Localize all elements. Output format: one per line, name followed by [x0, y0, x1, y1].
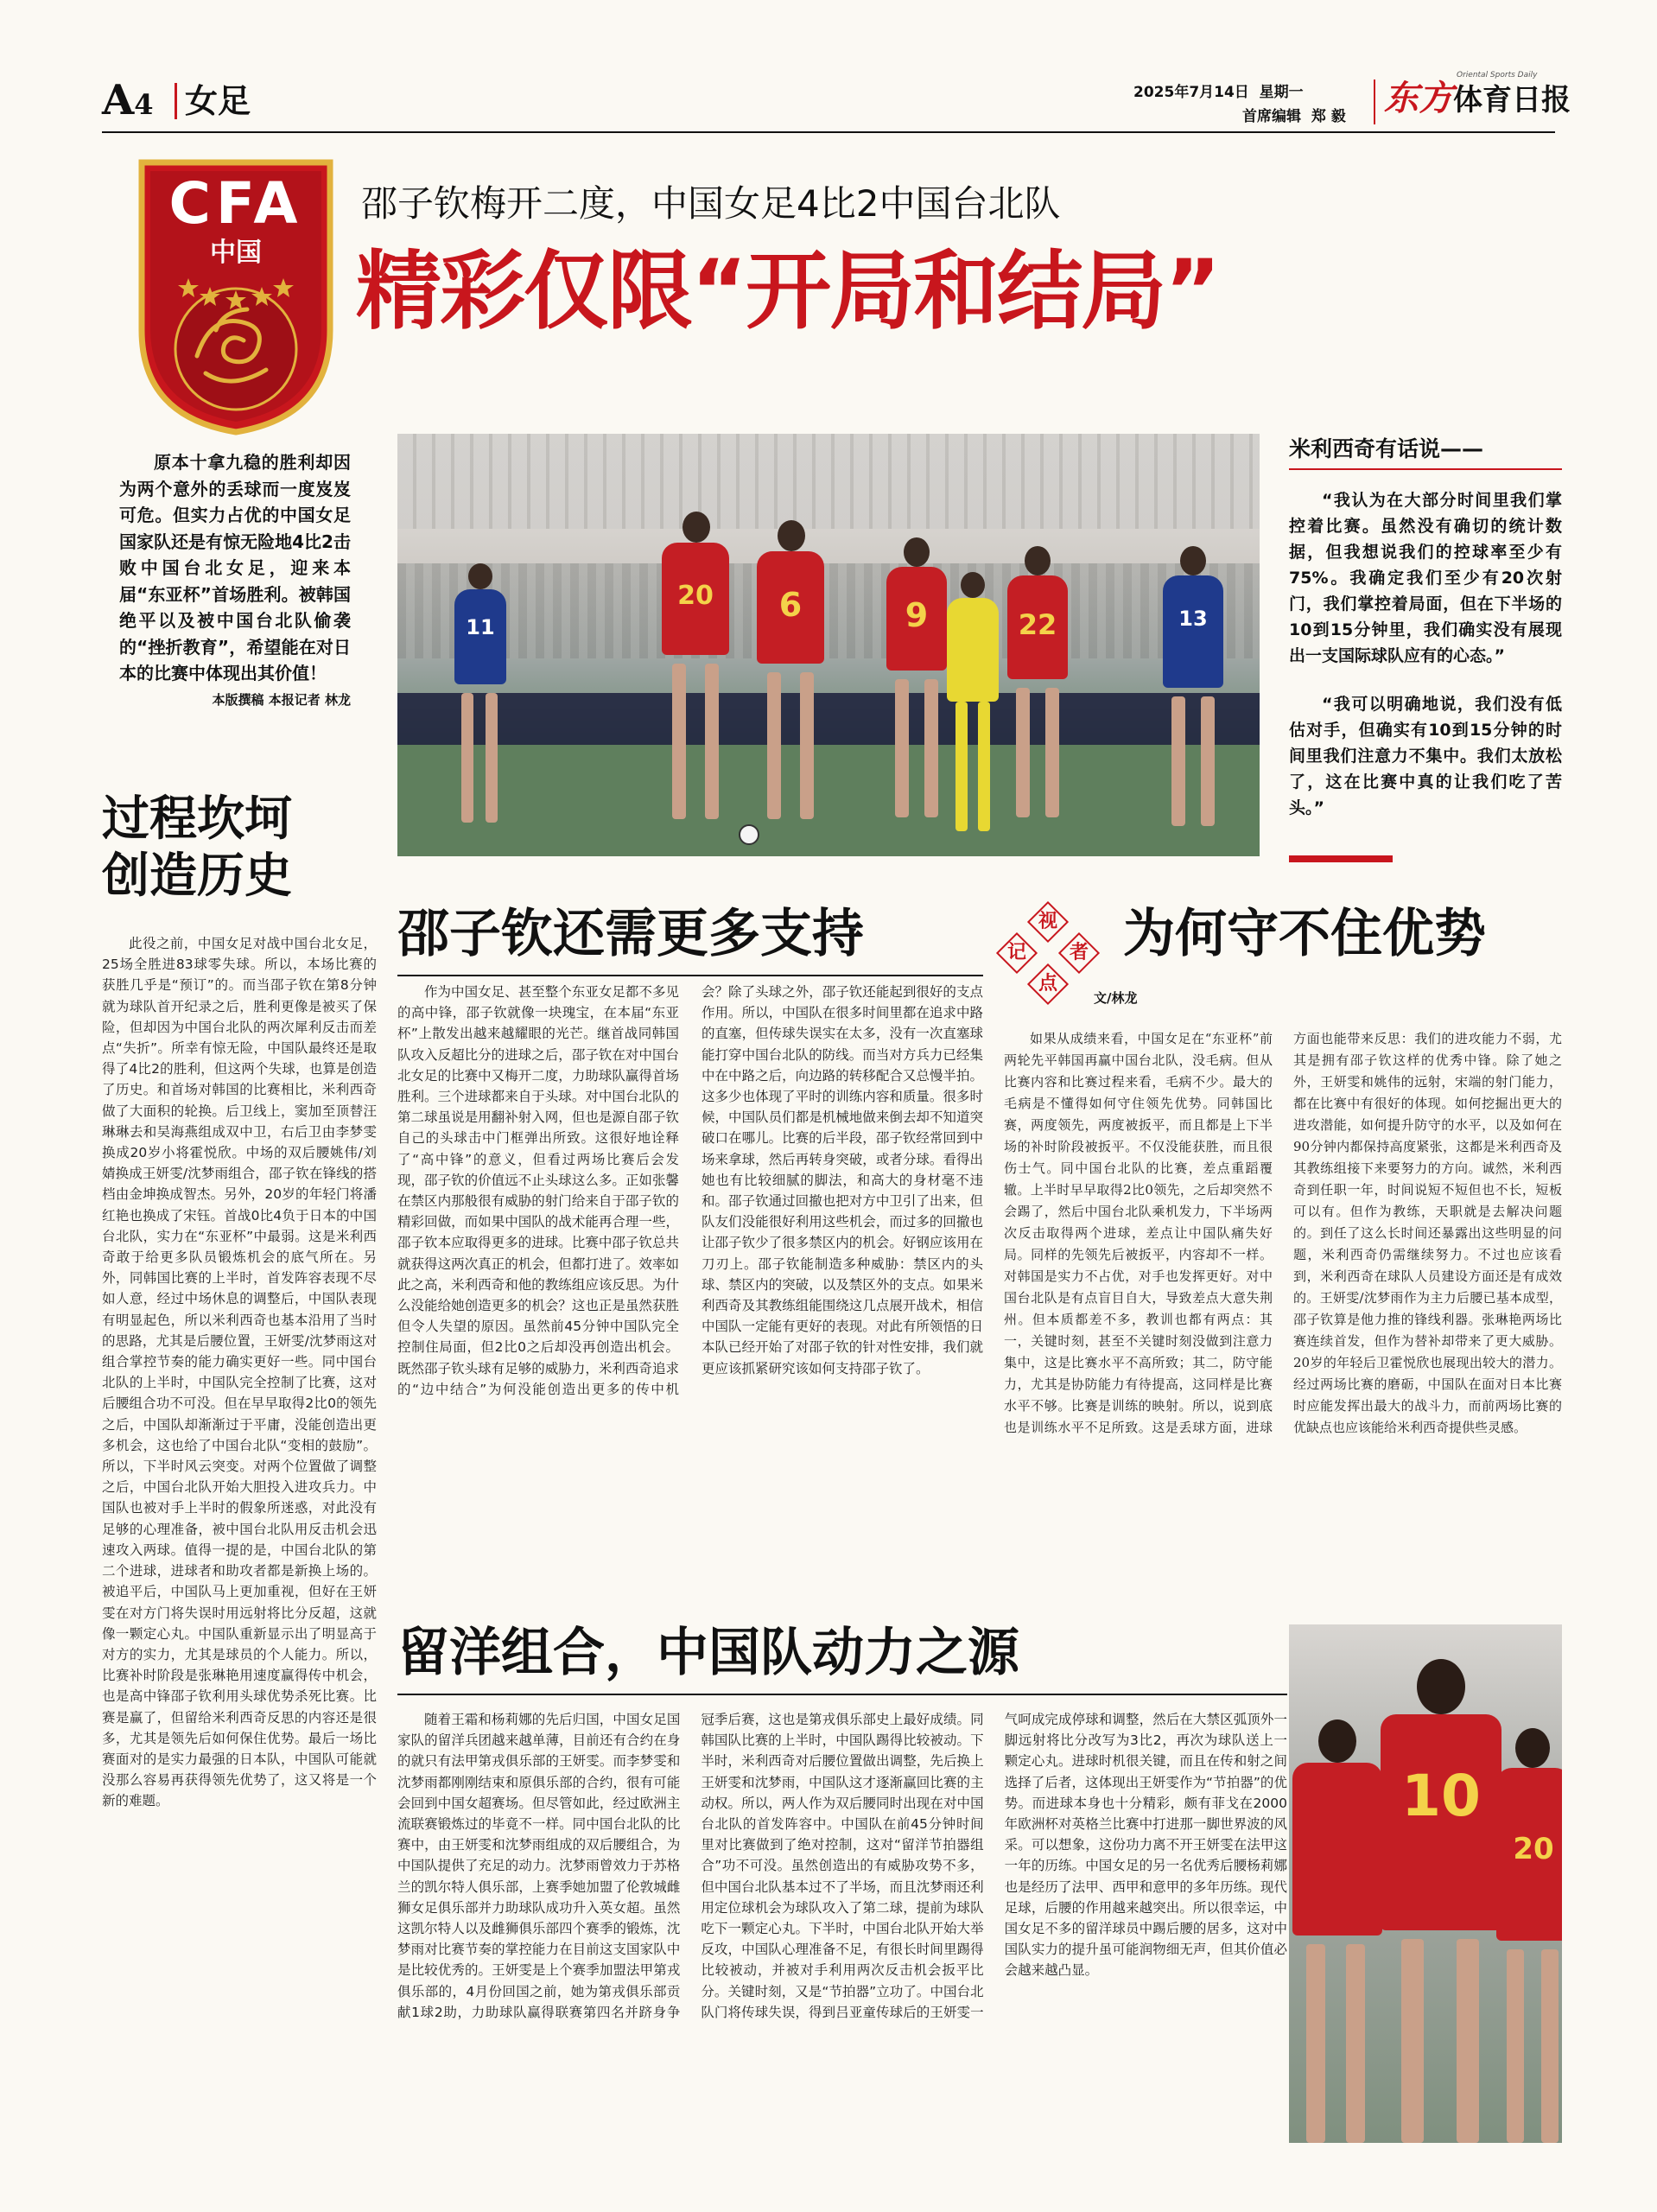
section4-title-rule [397, 1694, 1287, 1695]
section2-text: 作为中国女足、甚至整个东亚女足都不多见的高中锋，邵子钦就像一块瑰宝，在本届“东亚杯”上散发出越来越耀眼的光芒。继首战同韩国队攻入反超比分的进球之后，邵子钦在对中国台北女足的比赛中又梅开二度，力助球队赢得首场胜利。三个进球都来自于头球。对中国台北队的第二球虽说是用翻补射入网，但也是源自邵子钦自己的头球击中门框弹出所致。这很好地诠释了“高中锋”的意义，但看过两场比赛后会发现，邵子钦的价值远不止头球这么多。正如张馨在禁区内那般很有威胁的射门给来自于邵子钦的精彩回做，而如果中国队的战术能再合理一些，邵子钦本应取得更多的进球。比赛中邵子钦总共就获得这两次真正的机会，但都打进了。效率如此之高，米利西奇和他的教练组应该反思。为什么没能给她创造更多的机会？这也正是虽然获胜但令人失望的原因。虽然前45分钟中国队完全控制住局面，但2比0之后却没再创造出机会。既然邵子钦头球有足够的威胁力，米利西奇追求的“边中结合”为何没能创造出更多的传中机会？除了头球之外，邵子钦还能起到很好的支点作用。所以，中国队在很多时间里都在追求中路的直塞，但传球失误实在太多，没有一次直塞球能打穿中国台北队的防线。而当对方兵力已经集中在中路之后，向边路的转移配合又总慢半拍。这多少也体现了平时的训练内容和质量。很多时候，中国队员们都是机械地做来倒去却不知道突破口在哪儿。比赛的后半段，邵子钦经常回到中场来拿球，然后再转身突破，或者分球。看得出她也有比较细腻的脚法，和高大的身材毫不违和。邵子钦通过回撤也把对方中卫引了出来，但队友们没能很好利用这些机会，而过多的回撤也让邵子钦少了很多禁区内的机会。好钢应该用在刀刃上。邵子钦能制造多种威胁：禁区内的头球、禁区内的突破，以及禁区外的支点。如果米利西奇及其教练组能围绕这几点展开战术，相信中国队一定能有更好的表现。对此有所领悟的日本队已经开始了对邵子钦的针对性安排，我们就更应该抓紧研究该如何支持邵子钦了。 [397, 984, 983, 1397]
quotes-accent-bar [1289, 855, 1393, 862]
quotes-title-rule [1289, 468, 1562, 470]
section4-title: 留洋组合，中国队动力之源 [397, 1623, 1019, 1683]
jersey-number: 13 [1178, 607, 1208, 631]
tag-char: 视 [1038, 911, 1057, 932]
player-opponent-11 [449, 563, 510, 849]
jersey-number: 22 [1018, 608, 1057, 641]
brand-red-text: 东方 [1384, 78, 1453, 118]
jersey-number: 20 [677, 581, 714, 611]
quote-1: “我认为在大部分时间里我们掌控着比赛。虽然没有确切的统计数据，但我想说我们的控球率至少有75%。我确定我们至少有20次射门，我们掌控着局面，但在下半场的10到15分钟里，我们确实没有展现出一支国际球队应有的心态。” [1289, 491, 1562, 665]
player-china-20-b [1493, 1728, 1562, 2143]
brand-divider [1374, 79, 1375, 124]
jersey-number: 9 [905, 596, 929, 634]
lead-text: 原本十拿九稳的胜利却因为两个意外的丢球而一度岌岌可危。但实力占优的中国女足国家队还是有惊无险地4比2击败中国台北女足，迎来本届“东亚杯”首场胜利。被韩国绝平以及被中国台北队偷袭的“挫折教育”，希望能在对日本的比赛中体现出其价值！ [119, 452, 351, 683]
player-china-left [1289, 1719, 1384, 2143]
stadium-roof [397, 434, 1260, 529]
player-opponent-13 [1158, 546, 1227, 849]
section3-byline: 文/林龙 [1094, 990, 1138, 1006]
jersey-number: 10 [1401, 1763, 1481, 1829]
jersey-number: 11 [466, 615, 495, 639]
section2-title: 邵子钦还需更多支持 [397, 904, 864, 964]
headline-main: 精彩仅限“开局和结局” [356, 242, 1220, 341]
player-china-20 [657, 512, 734, 840]
page-code [102, 74, 154, 130]
player-china-6 [752, 520, 829, 840]
section1-text: 此役之前，中国女足对战中国台北女足，25场全胜进83球零失球。所以，本场比赛的获胜几乎是“预订”的。而当邵子钦在第8分钟就为球队首开纪录之后，胜利更像是被买了保险，但却因为中国台北队的两次犀利反击而差点“失折”。所幸有惊无险，中国队最终还是取得了4比2的胜利，但这两个失球，也算是创造了历史。和首场对韩国的比赛相比，米利西奇做了大面积的轮换。后卫线上，窦加至顶替汪琳琳去和吴海燕组成双中卫，右后卫由李梦雯换成20岁小将霍悦欣。中场的双后腰姚伟/刘婧换成王妍雯/沈梦雨组合，邵子钦在锋线的搭档由金坤换成智杰。另外，20岁的年轻门将潘红艳也换成了宋钰。首战0比4负于日本的中国台北队，实力在“东亚杯”中最弱。这是米利西奇敢于给更多队员锻炼机会的底气所在。另外，同韩国比赛的上半时，首发阵容表现不尽如人意，经过中场休息的调整后，中国队表现有明显起色，所以米利西奇也基本沿用了当时的思路，尤其是后腰位置，王妍雯/沈梦雨这对组合掌控节奏的能力确实更好一些。同中国台北队的上半时，中国队完全控制了比赛，这对后腰组合功不可没。但在早早取得2比0的领先之后，中国队却渐渐过于平庸，没能创造出更多机会，这也给了中国台北队“变相的鼓励”。所以，下半时风云突变。对两个位置做了调整之后，中国台北队开始大胆投入进攻兵力。中国队也被对手上半时的假象所迷惑，对此没有足够的心理准备，被中国台北队用反击机会迅速攻入两球。值得一提的是，中国台北队的第二个进球，进球者和助攻者都是新换上场的。被追平后，中国队马上更加重视，但好在王妍雯在对方门将失误时用远射将比分反超，这就像一颗定心丸。中国队重新显示出了明显高于对方的实力，尤其是球员的个人能力。所以，比赛补时阶段是张琳艳用速度赢得传中机会，也是高中锋邵子钦利用头球优势杀死比赛。比赛是赢了，但留给米利西奇反思的内容还是很多，尤其是领先后如何保住优势。最后一场比赛面对的是实力最强的日本队，中国队可能就没那么容易再获得领先优势了，这又将是一个新的难题。 [102, 936, 377, 1809]
quote-2: “我可以明确地说，我们没有低估对手，但确实有10到15分钟的时间里我们注意力不集中。我们太放松了，这在比赛中真的让我们吃了苦头。” [1289, 695, 1562, 817]
badge-subtitle: 中国 [210, 238, 262, 268]
section-name: 女足 [185, 82, 251, 120]
brand-black-text: 体育日报 [1453, 83, 1571, 118]
issue-date-line [1133, 83, 1304, 102]
ball [739, 824, 759, 845]
brand-english: Oriental Sports Daily [1457, 71, 1538, 79]
quotes-title: 米利西奇有话说—— [1289, 436, 1484, 461]
tag-char: 点 [1038, 973, 1057, 995]
editor-name: 郑 毅 [1311, 108, 1346, 125]
badge-letters: CFA [168, 170, 303, 237]
brand-logo [1384, 71, 1571, 126]
page-header [0, 0, 1657, 151]
issue-date: 2025年7月14日 [1133, 84, 1249, 101]
coach-quotes [1289, 434, 1562, 862]
player-china-22 [1002, 546, 1071, 840]
editor-line [1242, 107, 1346, 126]
reporter-view-tag [1002, 907, 1092, 997]
section4-text: 随着王霜和杨莉娜的先后归国，中国女足国家队的留洋兵团越来越单薄，目前还有合约在身的就只有法甲第戎俱乐部的王妍雯。而李梦雯和沈梦雨都刚刚结束和原俱乐部的合约，很有可能会回到中国女超赛场。但尽管如此，经过欧洲主流联赛锻炼过的毕竟不一样。同中国台北队的比赛中，由王妍雯和沈梦雨组成的双后腰组合，为中国队提供了充足的动力。沈梦雨曾效力于苏格兰的凯尔特人俱乐部，上赛季她加盟了伦敦城雌狮女足俱乐部并力助球队成功升入英女超。虽然这凯尔特人以及雌狮俱乐部四个赛季的锻炼，沈梦雨对比赛节奏的掌控能力在目前这支国家队中是比较优秀的。王妍雯是上个赛季加盟法甲第戎俱乐部的，4月份回国之前，她为第戎俱乐部贡献1球2助，力助球队赢得联赛第四名并跻身争冠季后赛，这也是第戎俱乐部史上最好成绩。同韩国队比赛的上半时，中国队踢得比较被动。下半时，米利西奇对后腰位置做出调整，先后换上王妍雯和沈梦雨，中国队这才逐渐赢回比赛的主动权。所以，两人作为双后腰同时出现在对中国台北队的首发阵容中。中国队在前45分钟时间里对比赛做到了绝对控制，这对“留洋节拍器组合”功不可没。虽然创造出的有威胁攻势不多，但中国台北队基本过不了半场，而且沈梦雨还利用定位球机会为球队攻入了第二球，提前为球队吃下一颗定心丸。下半时，中国台北队开始大举反攻，中国队心理准备不足，有很长时间里踢得比较被动，并被对手利用两次反击机会扳平比分。关键时刻，又是“节拍器”立功了。中国台北队门将传球失误，得到吕亚童传球后的王妍雯一气呵成完成停球和调整，然后在大禁区弧顶外一脚远射将比分改写为3比2，再次为球队送上一颗定心丸。进球时机很关键，而且在传和射之间选择了后者，这体现出王妍雯作为“节拍器”的优势。而进球本身也十分精彩，颇有菲戈在2000年欧洲杯对英格兰比赛中打进那一脚世界波的风采。可以想象，这份功力离不开王妍雯在法甲这一年的历练。中国女足的另一名优秀后腰杨莉娜也是经历了法甲、西甲和意甲的多年历练。现代足球，后腰的作用越来越突出。所以很幸运，中国女足不多的留洋球员中踢后腰的居多，这对中国队实力的提升虽可能润物细无声，但其价值必会越来越凸显。 [397, 1712, 1287, 2020]
issue-weekday: 星期一 [1259, 84, 1304, 101]
match-photo-celebration [397, 434, 1260, 856]
page-number: 4 [134, 88, 154, 121]
header-rule [102, 131, 1555, 133]
section3-body [1004, 1028, 1562, 1574]
goalkeeper [942, 572, 1002, 849]
section3-text: 如果从成绩来看，中国女足在“东亚杯”前两轮先平韩国再赢中国台北队，没毛病。但从比赛内容和比赛过程来看，毛病不少。最大的毛病是不懂得如何守住领先优势。同韩国比赛，两度领先，两度被扳平，而且都是上下半场的补时阶段被扳平。不仅没能获胜，而且很伤士气。同中国台北队的比赛，差点重蹈覆辙。上半时早早取得2比0领先，之后却突然不会踢了，然后中国台北队乘机发力，下半场两次反击取得两个进球，差点让中国队痛失好局。同样的先领先后被扳平，内容却不一样。对韩国是实力不占优，对手也发挥更好。对中国台北队是有点盲目自大，导致差点大意失荆州。但本质都差不多，教训也都有两点：其一，关键时刻，甚至不关键时刻没做到注意力集中，这是比赛水平不高所致；其二，防守能力，尤其是协防能力有待提高，这同样是比赛水平不够。比赛是训练的映射。所以，说到底也是训练水平不足所致。这是丢球方面，进球方面也能带来反思：我们的进攻能力不弱，尤其是拥有邵子钦这样的优秀中锋。除了她之外，王妍雯和姚伟的远射，宋端的射门能力，都在比赛中有很好的体现。如何挖掘出更大的进攻潜能，如何提升防守的水平，以及如何在90分钟内都保持高度紧张，这都是米利西奇及其教练组接下来要努力的方向。诚然，米利西奇到任职一年，时间说短不短但也不长，短板可以有。但作为教练，天职就是去解决问题的。到任了这么长时间还暴露出这些明显的问题，米利西奇仍需继续努力。不过也应该看到，米利西奇在球队人员建设方面还是有成效的。王妍雯/沈梦雨作为主力后腰已基本成型，邵子钦算是他力推的锋线利器。张琳艳两场比赛连续首发，但作为替补却带来了更大威胁。20岁的年轻后卫霍悦欣也展现出较大的潜力。经过两场比赛的磨砺，中国队在面对日本比赛时应能发挥出最大的战斗力，而前两场比赛的优缺点也应该能给米利西奇提供些灵感。 [1004, 1031, 1562, 1435]
section1-body [102, 933, 377, 2143]
section2-title-rule [397, 975, 983, 976]
player-china-10 [1375, 1659, 1505, 2143]
header-divider [175, 83, 177, 119]
player-china-9 [881, 537, 950, 840]
tag-char: 者 [1069, 942, 1089, 963]
jersey-number: 6 [778, 586, 803, 624]
page-letter: A [102, 76, 135, 124]
jersey-number: 20 [1513, 1832, 1554, 1866]
headline-kicker: 邵子钦梅开二度，中国女足4比2中国台北队 [361, 182, 1061, 225]
section4-body [397, 1709, 1287, 2158]
section1-title: 过程坎坷创造历史 [102, 791, 293, 903]
section3-title: 为何守不住优势 [1123, 904, 1486, 964]
cfa-badge [136, 157, 335, 435]
editor-label: 首席编辑 [1242, 108, 1301, 125]
match-photo-players [1289, 1624, 1562, 2143]
lead-paragraph [119, 449, 351, 709]
tag-char: 记 [1006, 942, 1026, 963]
lead-byline: 本版撰稿 本报记者 林龙 [212, 691, 351, 708]
section2-body [397, 982, 983, 1574]
